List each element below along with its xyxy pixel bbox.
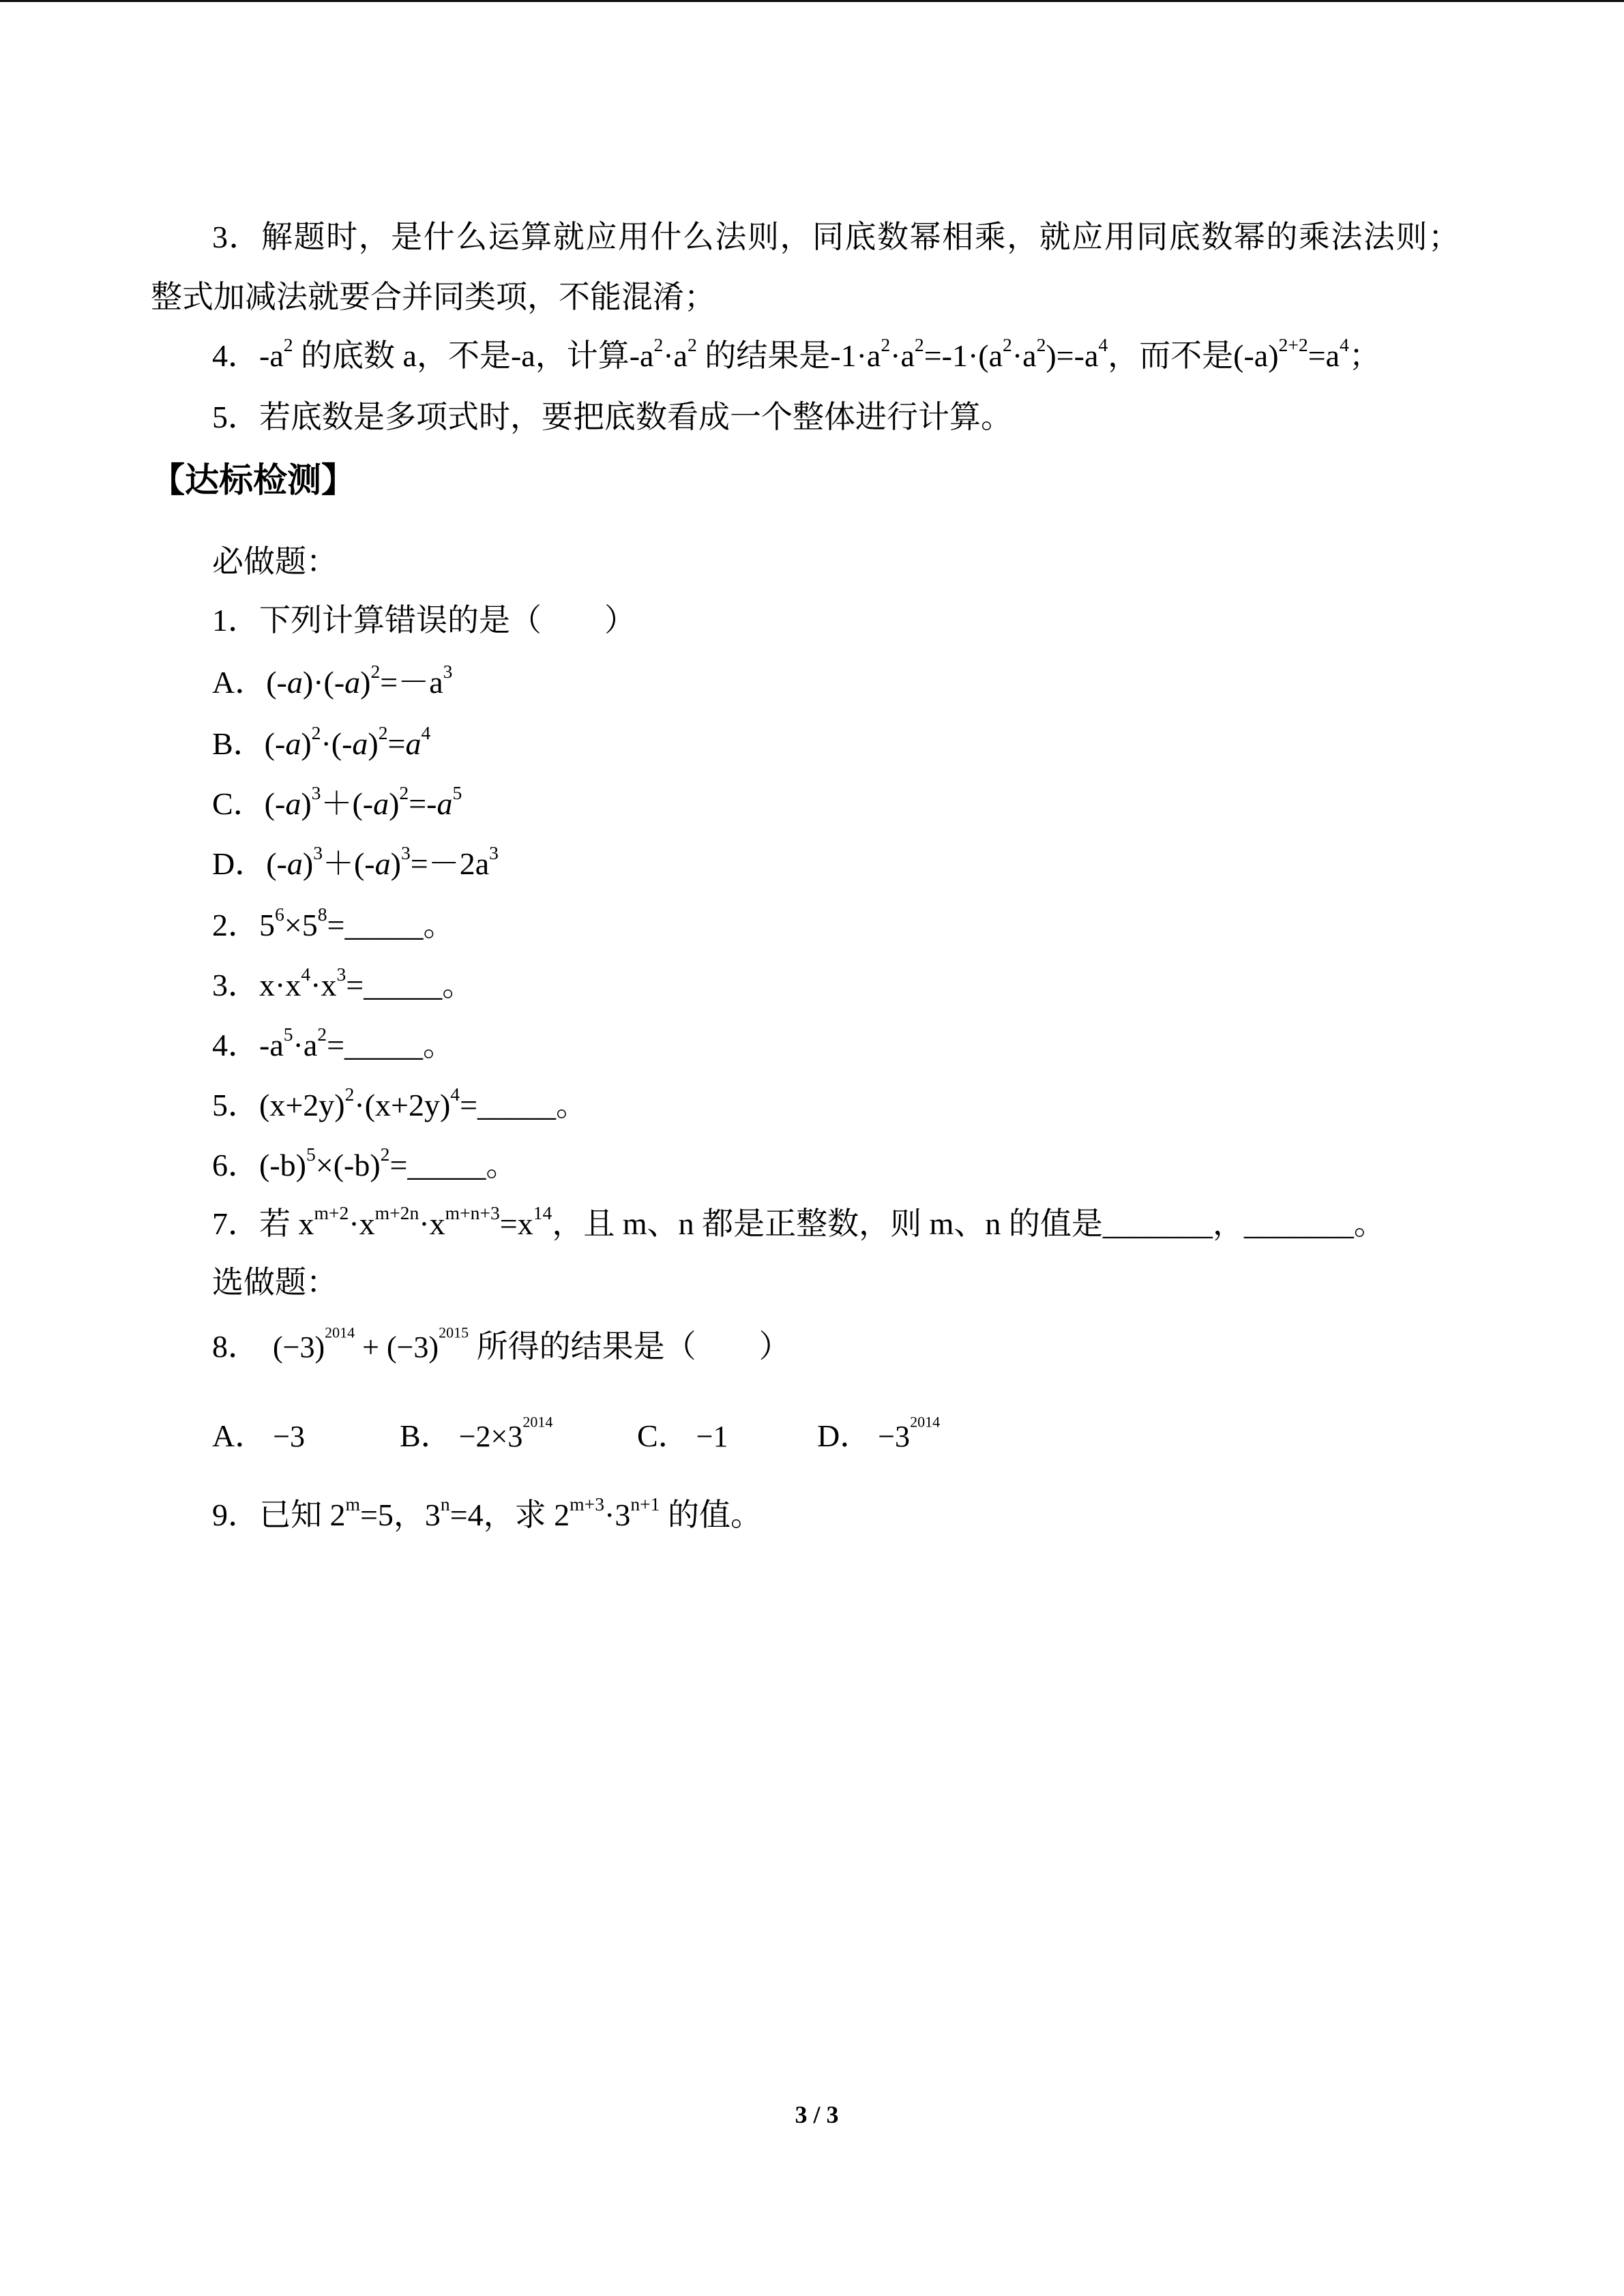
choice-label: C． <box>637 1418 690 1453</box>
text-run: B．(- <box>212 726 286 761</box>
superscript: 3 <box>336 963 346 985</box>
choice-expression <box>273 1420 305 1453</box>
text-run: =_____。 <box>327 908 455 942</box>
choice-label: A． <box>212 1418 267 1453</box>
italic-variable: a <box>286 846 303 881</box>
text-run: =_____。 <box>460 1088 588 1122</box>
text-run: ； <box>1348 338 1381 373</box>
superscript: 2 <box>344 1083 355 1105</box>
text-run: ·x <box>419 1206 445 1241</box>
text-run: 5．(x+2y) <box>212 1088 345 1122</box>
text-run: ·a <box>1012 338 1037 373</box>
text-run: 3．x·x <box>212 968 301 1002</box>
superscript: 2 <box>311 721 321 743</box>
text-run: =_____。 <box>346 968 474 1002</box>
text-run: ) <box>360 665 371 700</box>
superscript: m+n+3 <box>445 1202 500 1223</box>
text-run: = <box>387 726 406 761</box>
superscript: 2 <box>378 721 388 743</box>
text-run: ，而不是(-a) <box>1108 338 1279 373</box>
note-3-line-1: 3．解题时，是什么运算就应用什么法则，同底数幂相乘，就应用同底数幂的乘法法则； <box>212 220 1460 254</box>
italic-variable: a <box>286 665 303 700</box>
text-run: =- <box>409 786 437 821</box>
note-5: 5．若底数是多项式时，要把底数看成一个整体进行计算。 <box>212 400 1012 434</box>
text-run: −1 <box>696 1420 728 1453</box>
italic-variable: a <box>405 726 422 761</box>
text-run: −3 <box>273 1420 306 1453</box>
superscript: 3 <box>313 841 323 863</box>
superscript: 14 <box>533 1202 552 1223</box>
text-run: ) <box>302 846 314 881</box>
superscript: 4 <box>450 1083 460 1105</box>
superscript: 4 <box>301 963 311 985</box>
text-run: + (−3) <box>355 1330 439 1364</box>
note-3-line-2: 整式加减法就要合并同类项，不能混淆； <box>151 280 715 314</box>
question-8-choice-b <box>400 1413 553 1457</box>
question-8-choices <box>212 1413 1235 1457</box>
page-top-border <box>0 0 1624 2</box>
question-4 <box>212 1025 454 1066</box>
text-run: −2×3 <box>458 1420 523 1453</box>
optional-label: 选做题： <box>212 1265 338 1300</box>
text-run: ·(- <box>321 726 353 761</box>
superscript: 4 <box>1098 333 1108 355</box>
text-run: ) <box>301 786 312 821</box>
italic-variable: a <box>285 786 301 821</box>
text-run: =－2a <box>410 846 490 881</box>
choice-label: B． <box>400 1418 452 1453</box>
text-run: ) <box>368 726 379 761</box>
superscript: 3 <box>400 841 411 863</box>
note-4 <box>212 333 1381 376</box>
question-1-option-a <box>212 662 452 703</box>
text-run: 4．-a <box>212 1028 284 1062</box>
text-run: ＋(- <box>321 786 374 821</box>
section-heading: 【达标检测】 <box>151 460 355 500</box>
superscript: m+2n <box>374 1202 419 1223</box>
italic-variable: a <box>352 726 368 761</box>
superscript: 4 <box>1340 333 1349 355</box>
superscript: 5 <box>452 781 462 803</box>
text-run: 的值。 <box>660 1497 762 1532</box>
text-run: ·3 <box>604 1497 631 1532</box>
text-run: ·x <box>310 968 337 1002</box>
superscript: 2014 <box>910 1413 941 1431</box>
superscript: 4 <box>421 721 431 743</box>
text-run: 6．(-b) <box>212 1148 306 1182</box>
question-1-option-b <box>212 721 431 764</box>
superscript: 2015 <box>439 1324 469 1341</box>
superscript: 2+2 <box>1278 333 1308 355</box>
text-run: ·a <box>890 338 915 373</box>
required-label: 必做题： <box>212 544 338 579</box>
text-run: (−3) <box>273 1330 325 1364</box>
superscript: 3 <box>489 841 499 863</box>
question-1-option-d <box>212 841 499 884</box>
italic-variable: a <box>344 665 361 700</box>
question-9 <box>212 1495 762 1536</box>
text-run: ) <box>301 726 312 761</box>
text-run: 2．5 <box>212 908 275 942</box>
text-run: 9．已知 2 <box>212 1497 346 1532</box>
superscript: m+3 <box>570 1493 604 1515</box>
text-run: C．(- <box>212 786 286 821</box>
superscript: 2014 <box>325 1324 355 1341</box>
text-run: ×5 <box>284 908 318 942</box>
superscript: 2 <box>380 1143 390 1165</box>
superscript: 5 <box>283 1023 293 1045</box>
superscript: n+1 <box>630 1493 660 1515</box>
superscript: 2 <box>881 333 891 355</box>
question-7 <box>212 1204 1385 1244</box>
question-8-expression <box>273 1324 469 1364</box>
superscript: 3 <box>311 781 321 803</box>
text-run: −3 <box>878 1420 911 1453</box>
choice-expression <box>458 1413 553 1453</box>
superscript: 2 <box>399 781 409 803</box>
text-run: =－a <box>380 665 443 700</box>
superscript: 2 <box>317 1023 327 1045</box>
question-8-choice-c <box>637 1416 728 1457</box>
text-run: =-1·(a <box>924 338 1003 373</box>
text-run: ·a <box>293 1028 318 1062</box>
text-run: 的底数 a，不是-a，计算-a <box>293 338 654 373</box>
question-8-choice-a <box>212 1416 305 1457</box>
question-1-option-c <box>212 781 462 824</box>
choice-label: D． <box>817 1418 872 1453</box>
italic-variable: a <box>374 846 391 881</box>
choice-expression <box>696 1420 728 1453</box>
text-run: =a <box>1308 338 1340 373</box>
question-6 <box>212 1145 517 1186</box>
superscript: 3 <box>443 660 453 682</box>
italic-variable: a <box>285 726 301 761</box>
text-run: =x <box>499 1206 533 1241</box>
text-run: =4，求 2 <box>449 1497 570 1532</box>
text-run: 4．-a <box>212 338 284 373</box>
question-1-stem: 1．下列计算错误的是（ ） <box>212 603 636 638</box>
superscript: m <box>345 1493 360 1515</box>
text-run: 7．若 x <box>212 1206 314 1241</box>
text-run: ·a <box>663 338 688 373</box>
superscript: n <box>440 1493 450 1515</box>
question-8-stem-text: 所得的结果是（ ） <box>469 1329 791 1364</box>
superscript: 5 <box>306 1143 316 1165</box>
question-5 <box>212 1085 587 1126</box>
superscript: 2 <box>283 333 293 355</box>
superscript: m+2 <box>314 1202 349 1223</box>
question-2 <box>212 905 455 946</box>
text-run: ·(x+2y) <box>354 1088 451 1122</box>
superscript: 2 <box>1036 333 1046 355</box>
page-number: 3 / 3 <box>795 2101 839 2128</box>
question-8 <box>212 1326 791 1367</box>
text-run: ×(-b) <box>315 1148 381 1182</box>
superscript: 2 <box>370 660 381 682</box>
italic-variable: a <box>373 786 389 821</box>
text-run: D．(- <box>212 846 287 881</box>
text-run: ·x <box>349 1206 375 1241</box>
superscript: 2 <box>653 333 664 355</box>
question-8-choice-d <box>817 1413 941 1457</box>
text-run: A．(- <box>212 665 287 700</box>
text-run: ) <box>390 846 401 881</box>
text-run: ＋(- <box>322 846 375 881</box>
text-run: )·(- <box>302 665 345 700</box>
text-run: =_____。 <box>389 1148 518 1182</box>
superscript: 6 <box>275 903 284 925</box>
superscript: 2 <box>914 333 924 355</box>
superscript: 2 <box>687 333 697 355</box>
superscript: 8 <box>317 903 327 925</box>
choice-expression <box>878 1413 941 1453</box>
text-run: )=-a <box>1046 338 1099 373</box>
superscript: 2014 <box>522 1413 553 1431</box>
text-run: ) <box>389 786 400 821</box>
italic-variable: a <box>437 786 453 821</box>
text-run: ，且 m、n 都是正整数，则 m、n 的值是_______，_______。 <box>552 1206 1385 1241</box>
superscript: 2 <box>1003 333 1012 355</box>
text-run: 的结果是-1·a <box>696 338 881 373</box>
question-3 <box>212 965 473 1006</box>
text-run: =_____。 <box>327 1028 455 1062</box>
question-number: 8． <box>212 1329 259 1364</box>
text-run: =5，3 <box>359 1497 441 1532</box>
